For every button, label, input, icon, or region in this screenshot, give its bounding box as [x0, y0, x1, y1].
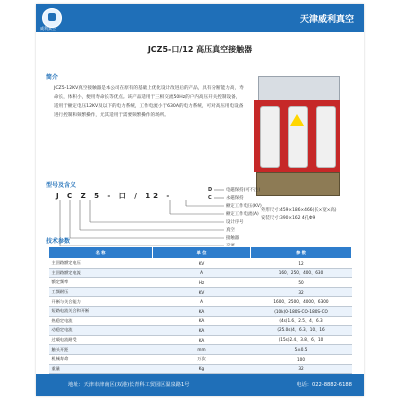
- spec-value-cell: 1600、2500、4000、6300: [251, 297, 352, 307]
- page-title: JCZ5-口/12 高压真空接触器: [147, 45, 253, 54]
- table-row: [49, 259, 352, 269]
- spec-name-cell: 热稳定电流: [49, 316, 153, 326]
- legend-rated-voltage: 额定工作电压(KV): [226, 204, 262, 209]
- section-specs-heading: 技术参数: [46, 238, 71, 245]
- spec-name-cell: 开断与关合能力: [49, 297, 153, 307]
- document-sheet: [36, 4, 364, 396]
- outline-dimensions: 外形尺寸:459×186×466(长×宽×高): [261, 208, 337, 213]
- legend-rated-current: 额定工作电流(A): [226, 212, 259, 217]
- product-photo: [254, 76, 340, 198]
- legend-design-number: 设计序号: [226, 220, 244, 225]
- footer-address: 地址：天津市津南区(双港)长青科工贸园区温泉路1号: [68, 382, 190, 388]
- spec-value-cell: (15s)2.4、3.8、6、10: [251, 335, 352, 345]
- spec-value-cell: 160、250、400、630: [251, 268, 352, 278]
- section-model-heading: 型号及含义: [46, 182, 77, 189]
- spec-value-cell: 5±0.5: [251, 345, 352, 355]
- spec-unit-cell: KA: [153, 326, 251, 336]
- logo-caption: 威利真空: [40, 26, 56, 31]
- spec-header-name: 名 称: [49, 247, 153, 259]
- spec-unit-cell: KA: [153, 335, 251, 345]
- header-bar: [36, 4, 364, 32]
- footer-phone: 电话：022-8882-6188: [296, 382, 352, 388]
- company-logo-icon: [42, 8, 62, 28]
- vacuum-tube-right: [316, 106, 336, 168]
- spec-unit-cell: KV: [153, 259, 251, 269]
- table-row: [49, 316, 352, 326]
- warning-icon: [290, 114, 304, 126]
- spec-unit-cell: A: [153, 268, 251, 278]
- table-row: [49, 278, 352, 288]
- spec-header-unit: 单 位: [153, 247, 251, 259]
- spec-unit-cell: mm: [153, 345, 251, 355]
- spec-name-cell: 触头开距: [49, 345, 153, 355]
- legend-contactor: 接触器: [226, 236, 240, 241]
- spec-table-body: [49, 259, 352, 374]
- spec-value-cell: (10k)0-180S-CO-180S-CO: [251, 306, 352, 316]
- spec-name-cell: 短路电流关合和开断: [49, 306, 153, 316]
- intro-text: JCZ5-12KV真空接触器是本公司在原有的基础上优化设计改进后的产品，具有分断能力高，寿命长，体积小，便用寿命长等优点。该产品适用于三相交流50Hz的户内高压开关控制设备，适用于额定电压12KV及以下的电力系统，工作电流小于630A的电力系统，可对高压用电设备进行控制和频繁操作，尤其适用于需要频繁操作的场所。: [54, 86, 244, 118]
- table-row: [49, 268, 352, 278]
- mounting-dimensions: 安装尺寸:390×162 4孔Φ9: [261, 216, 316, 221]
- spec-value-cell: (4s)1.6、2.5、4、6.3: [251, 316, 352, 326]
- spec-unit-cell: Kg: [153, 364, 251, 374]
- table-row: [49, 297, 352, 307]
- footer-bar: [36, 374, 364, 396]
- spec-unit-cell: Hz: [153, 278, 251, 288]
- dimensions-note: [261, 207, 351, 223]
- spec-value-cell: (25.0s)4、6.3、10、16: [251, 326, 352, 336]
- spec-unit-cell: KA: [153, 306, 251, 316]
- table-row: [49, 287, 352, 297]
- spec-table: [48, 246, 352, 374]
- company-name: 天津威利真空: [299, 15, 354, 25]
- section-intro-heading: 简介: [46, 74, 59, 81]
- model-suffix-d: D: [208, 187, 213, 193]
- spec-value-cell: 32: [251, 287, 352, 297]
- table-row: [49, 335, 352, 345]
- legend-vacuum: 真空: [226, 228, 235, 233]
- table-row: [49, 364, 352, 374]
- spec-name-cell: 重量: [49, 364, 153, 374]
- spec-name-cell: 额定频率: [49, 278, 153, 288]
- spec-value-cell: 50: [251, 278, 352, 288]
- spec-value-cell: 100: [251, 354, 352, 364]
- spec-unit-cell: 万次: [153, 354, 251, 364]
- product-base: [256, 172, 340, 196]
- spec-header-value: 参 数: [251, 247, 352, 259]
- spec-unit-cell: KV: [153, 287, 251, 297]
- legend-permanent-magnet: 永磁保持: [226, 196, 244, 201]
- spec-unit-cell: A: [153, 297, 251, 307]
- vacuum-tube-left: [260, 106, 280, 168]
- spec-name-cell: 主回路额定电压: [49, 259, 153, 269]
- legend-electromagnetic: 电磁保持(可不注): [226, 188, 261, 193]
- spec-name-cell: 机械寿命: [49, 354, 153, 364]
- table-row: [49, 354, 352, 364]
- spec-value-cell: 12: [251, 259, 352, 269]
- spec-value-cell: 32: [251, 364, 352, 374]
- table-row: [49, 326, 352, 336]
- spec-name-cell: 动稳定电流: [49, 326, 153, 336]
- spec-name-cell: 过载电流耐受: [49, 335, 153, 345]
- model-code: J C Z 5 - 口 / 12 -: [56, 192, 173, 200]
- table-row: [49, 306, 352, 316]
- spec-name-cell: 工频耐压: [49, 287, 153, 297]
- spec-header-row: [49, 247, 352, 259]
- model-suffix-c: C: [208, 195, 212, 201]
- spec-name-cell: 主回路额定电流: [49, 268, 153, 278]
- spec-unit-cell: KA: [153, 316, 251, 326]
- table-row: [49, 345, 352, 355]
